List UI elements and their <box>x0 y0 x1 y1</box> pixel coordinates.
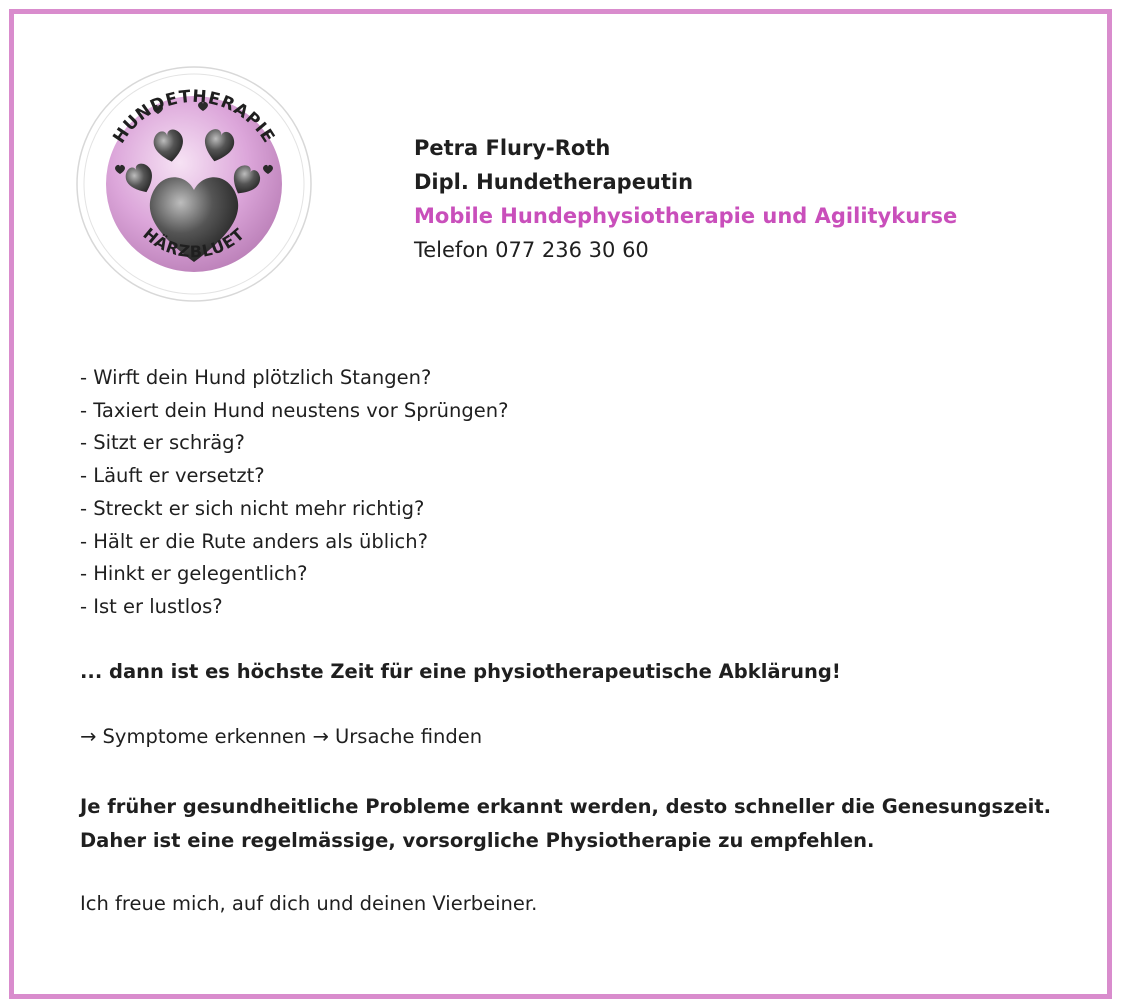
list-item: - Hinkt er gelegentlich? <box>80 562 308 586</box>
list-item: - Streckt er sich nicht mehr richtig? <box>80 496 425 520</box>
list-item: - Läuft er versetzt? <box>80 464 265 488</box>
symptom-list <box>80 362 509 624</box>
list-item: - Taxiert dein Hund neustens vor Sprüngen? <box>80 398 509 422</box>
list-item: - Sitzt er schräg? <box>80 431 245 455</box>
list-item: - Wirft dein Hund plötzlich Stangen? <box>80 366 432 389</box>
advice-line-2: Daher ist eine regelmässige, vorsorgliche Physiotherapie zu empfehlen. <box>80 829 875 852</box>
contact-services: Mobile Hundephysiotherapie und Agilitykurse <box>414 204 958 228</box>
advice-line-1: Je früher gesundheitliche Probleme erkannt werden, desto schneller die Genesungszeit. <box>80 795 1052 818</box>
advice-text <box>80 790 1051 858</box>
callout-text: ... dann ist es höchste Zeit für eine physiotherapeutische Abklärung! <box>80 660 841 683</box>
list-item: - Hält er die Rute anders als üblich? <box>80 529 428 553</box>
logo-bottom-text: HÄRZBLUET <box>139 224 249 262</box>
logo-top-text: HUNDETHERAPIE <box>109 86 279 148</box>
contact-phone: Telefon 077 236 30 60 <box>414 238 649 262</box>
list-item: - Ist er lustlos? <box>80 594 223 618</box>
paw-heart-icon <box>72 62 317 307</box>
flow-text: → Symptome erkennen → Ursache finden <box>80 725 483 748</box>
contact-block <box>414 131 957 267</box>
contact-title: Dipl. Hundetherapeutin <box>414 170 694 194</box>
contact-name: Petra Flury-Roth <box>414 136 611 160</box>
closing-text: Ich freue mich, auf dich und deinen Vierbeiner. <box>80 892 538 915</box>
logo <box>72 62 317 307</box>
